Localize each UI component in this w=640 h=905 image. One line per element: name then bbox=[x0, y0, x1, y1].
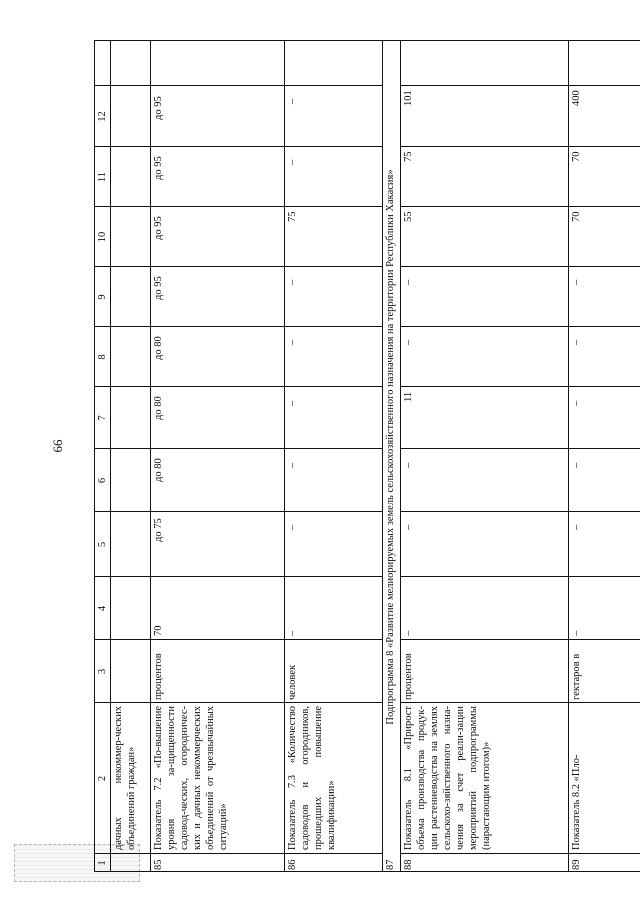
table-line bbox=[382, 40, 383, 872]
page-number: 66 bbox=[50, 439, 65, 453]
table-line bbox=[94, 511, 382, 512]
value-cell: – bbox=[287, 159, 298, 165]
subprogram-title: Подпрограмма 8 «Развитие мелиорируемых земель сельскохозяйственного назначения на территории Республики Хакасия» bbox=[385, 169, 396, 725]
value-cell: 75 bbox=[287, 211, 298, 222]
value-cell: до 95 bbox=[153, 276, 164, 300]
row-number: 88 bbox=[403, 859, 414, 870]
value-cell: – bbox=[287, 98, 298, 104]
table-line bbox=[400, 448, 640, 449]
value-cell: – bbox=[287, 339, 298, 345]
table-line bbox=[400, 326, 640, 327]
row-number: 87 bbox=[385, 859, 396, 870]
column-header: 3 bbox=[97, 668, 108, 675]
value-cell: до 80 bbox=[153, 396, 164, 420]
table-line bbox=[400, 206, 640, 207]
table-line bbox=[400, 266, 640, 267]
value-cell: – bbox=[571, 462, 582, 468]
indicator-name: Показатель 7.2 «По-вышение уровня за-щищенности садовод-ческих, огородничес-ких и дачных некоммерческих объединений от чрезвычайных ситуаций» bbox=[153, 706, 229, 850]
indicator-name: Показатель 8.2 «Пло- bbox=[571, 754, 582, 850]
table-line bbox=[94, 576, 382, 577]
value-cell: – bbox=[571, 339, 582, 345]
table-line bbox=[400, 853, 640, 854]
value-cell: – bbox=[403, 462, 414, 468]
value-cell: 11 bbox=[403, 391, 414, 402]
table-line bbox=[400, 386, 640, 387]
value-cell: – bbox=[403, 279, 414, 285]
table-line bbox=[400, 511, 640, 512]
table-line bbox=[400, 146, 640, 147]
value-cell: до 95 bbox=[153, 216, 164, 240]
value-cell: – bbox=[287, 400, 298, 406]
table-line bbox=[94, 639, 382, 640]
value-cell: до 95 bbox=[153, 156, 164, 180]
table-line bbox=[94, 448, 382, 449]
value-cell: 75 bbox=[403, 151, 414, 162]
value-cell: 101 bbox=[403, 90, 414, 106]
table-line bbox=[110, 40, 111, 872]
table-line bbox=[94, 266, 382, 267]
table-line bbox=[150, 40, 151, 872]
value-cell: – bbox=[287, 630, 298, 636]
table-line bbox=[94, 40, 640, 41]
table-line bbox=[400, 639, 640, 640]
table-line bbox=[94, 85, 382, 86]
value-cell: – bbox=[403, 339, 414, 345]
value-cell: до 80 bbox=[153, 336, 164, 360]
table-line bbox=[94, 326, 382, 327]
indicator-name: Показатель 8.1 «Прирост объема производства продук-ции растениеводства на землях сельскохо-зяйственного назна-чения за счет реали-зации мероприятий подпрограммы (нарастающим итогом)» bbox=[403, 706, 492, 850]
unit: гектаров в bbox=[571, 653, 582, 700]
unit: человек bbox=[287, 664, 298, 700]
column-header: 10 bbox=[97, 231, 108, 243]
unit: процентов bbox=[403, 653, 414, 700]
value-cell: до 80 bbox=[153, 458, 164, 482]
table-line bbox=[400, 40, 401, 872]
table-line bbox=[94, 206, 382, 207]
row-number: 89 bbox=[571, 859, 582, 870]
value-cell: – bbox=[403, 630, 414, 636]
value-cell: 55 bbox=[403, 211, 414, 222]
column-header: 4 bbox=[97, 605, 108, 612]
column-header: 1 bbox=[97, 860, 108, 866]
unit: процентов bbox=[153, 653, 164, 700]
table-line bbox=[94, 702, 382, 703]
column-header: 5 bbox=[97, 541, 108, 548]
indicator-name: Показатель 7.3 «Количество садоводов и огородников, прошедших повышение квалификации» bbox=[287, 706, 337, 850]
value-cell: – bbox=[571, 279, 582, 285]
row-number: 86 bbox=[287, 859, 298, 870]
value-cell: до 75 bbox=[153, 518, 164, 542]
value-cell: – bbox=[287, 462, 298, 468]
table-line bbox=[94, 40, 95, 872]
value-cell: 400 bbox=[571, 90, 582, 106]
value-cell: 70 bbox=[153, 625, 164, 636]
value-cell: до 95 bbox=[153, 96, 164, 120]
value-cell: – bbox=[403, 524, 414, 530]
column-header: 8 bbox=[97, 354, 108, 360]
table-line bbox=[284, 40, 285, 872]
column-header: 9 bbox=[97, 294, 108, 300]
value-cell: – bbox=[571, 630, 582, 636]
value-cell: – bbox=[571, 524, 582, 530]
column-header: 7 bbox=[97, 415, 108, 421]
table-line bbox=[94, 146, 382, 147]
value-cell: 70 bbox=[571, 211, 582, 222]
value-cell: – bbox=[287, 524, 298, 530]
rotated-table bbox=[94, 90, 640, 872]
row-number: 85 bbox=[153, 859, 164, 870]
column-header: 2 bbox=[97, 775, 108, 782]
column-header: 6 bbox=[97, 477, 108, 484]
value-cell: – bbox=[571, 400, 582, 406]
table-line bbox=[400, 85, 640, 86]
table-line bbox=[94, 871, 640, 872]
table-line bbox=[400, 702, 640, 703]
table-line bbox=[568, 40, 569, 872]
continuation-text: дачных некоммер-ческих объединений граждан» bbox=[113, 706, 137, 850]
value-cell: – bbox=[287, 279, 298, 285]
table-line bbox=[400, 576, 640, 577]
table-line bbox=[94, 853, 382, 854]
value-cell: 70 bbox=[571, 151, 582, 162]
table-line bbox=[94, 386, 382, 387]
column-header: 12 bbox=[97, 111, 108, 122]
column-header: 11 bbox=[97, 171, 108, 183]
